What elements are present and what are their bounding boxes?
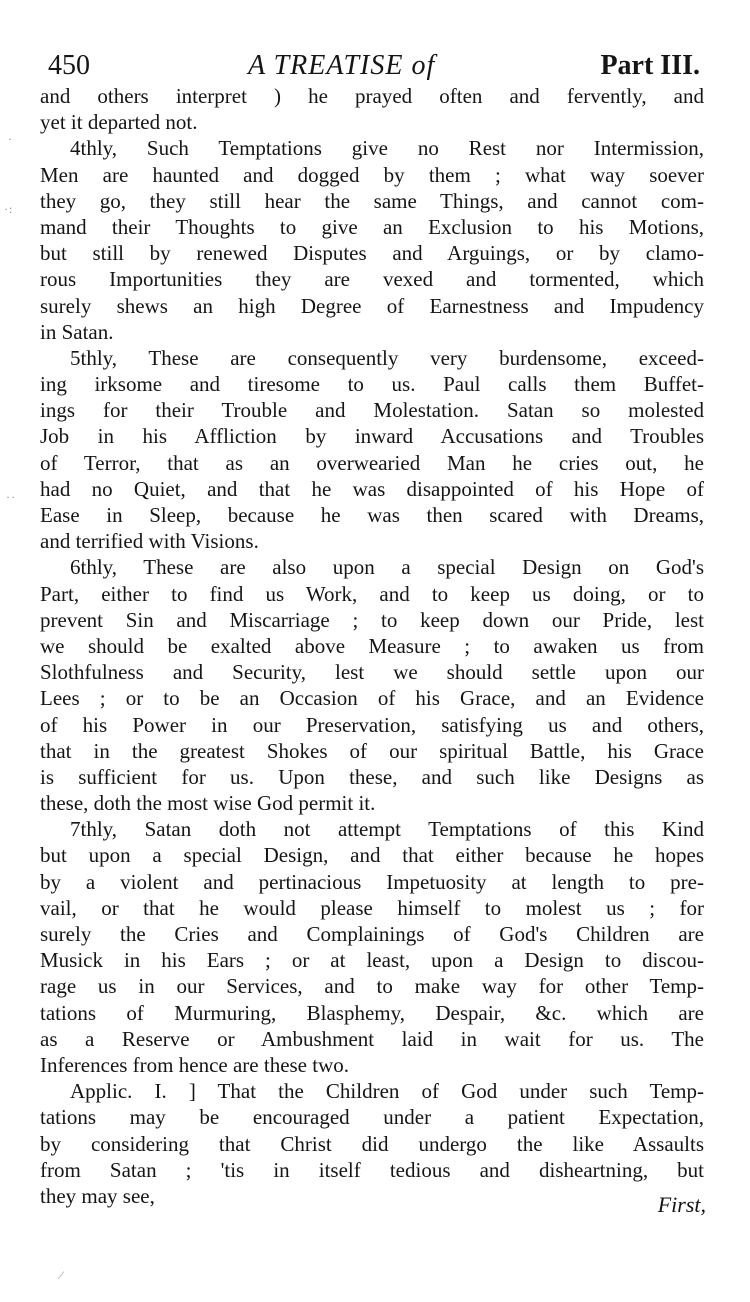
text-line: Part, either to find us Work, and to keep us doing, or to — [40, 581, 704, 606]
text-line: Applic. I. ] That the Children of God under such Temp- — [70, 1079, 704, 1104]
text-line: rage us in our Services, and to make way for other Temp- — [40, 974, 704, 999]
text-line: ing irksome and tiresome to us. Paul calls them Buffet- — [40, 372, 704, 397]
catchword: First, — [657, 1192, 706, 1217]
page-header — [44, 46, 704, 86]
text-line: 7thly, Satan doth not attempt Temptations of this Kind — [70, 817, 704, 842]
text-line: 5thly, These are consequently very burdensome, exceed- — [70, 345, 704, 370]
text-line: mand their Thoughts to give an Exclusion to his Motions, — [40, 214, 704, 239]
margin-speck: ·: — [4, 202, 14, 216]
text-line: of his Power in our Preservation, satisfying us and others, — [40, 712, 704, 737]
text-line: 4thly, Such Temptations give no Rest nor Intermission, — [70, 136, 704, 161]
text-line: by a violent and pertinacious Impetuosity at length to pre- — [40, 869, 704, 894]
margin-speck: ⁄ — [60, 1268, 64, 1282]
text-line: that in the greatest Shokes of our spiritual Battle, his Grace — [40, 738, 704, 763]
running-title: A TREATISE of — [248, 50, 436, 81]
text-line: from Satan ; 'tis in itself tedious and disheartning, but — [40, 1157, 704, 1182]
text-line: they go, they still hear the same Things, and cannot com- — [40, 188, 704, 213]
margin-speck: · — [8, 132, 13, 146]
text-line: they may see, — [40, 1183, 155, 1208]
text-line: in Satan. — [40, 319, 114, 344]
text-line: Slothfulness and Security, lest we should settle upon our — [40, 660, 704, 685]
text-line: as a Reserve or Ambushment laid in wait for us. The — [40, 1026, 704, 1051]
text-line: surely the Cries and Complainings of God's Children are — [40, 922, 704, 946]
text-line: rous Importunities they are vexed and tormented, which — [40, 267, 704, 292]
text-line: ings for their Trouble and Molestation. Satan so molested — [40, 398, 704, 423]
text-line: Inferences from hence are these two. — [40, 1052, 350, 1077]
text-line: we should be exalted above Measure ; to awaken us from — [40, 633, 704, 658]
text-line: and others interpret ) he prayed often and fervently, and — [40, 84, 704, 108]
part-label: Part III. — [600, 50, 700, 81]
text-line: by considering that Christ did undergo the like Assaults — [40, 1131, 704, 1156]
text-line: Lees ; or to be an Occasion of his Grace, and an Evidence — [40, 686, 704, 711]
text-line: Men are haunted and dogged by them ; what way soever — [40, 162, 704, 187]
text-line: vail, or that he would please himself to molest us ; for — [40, 895, 704, 920]
text-line: these, doth the most wise God permit it. — [40, 791, 376, 816]
body-text — [40, 83, 704, 1209]
text-line: tations may be encouraged under a patient Expectation, — [40, 1105, 704, 1130]
text-line: Ease in Sleep, because he was then scared with Dreams, — [40, 503, 704, 527]
text-line: prevent Sin and Miscarriage ; to keep down our Pride, lest — [40, 607, 704, 632]
text-line: of Terror, that as an overwearied Man he cries out, he — [40, 450, 704, 475]
text-line: is sufficient for us. Upon these, and such like Designs as — [40, 764, 704, 789]
text-line: had no Quiet, and that he was disappointed of his Hope of — [40, 476, 704, 501]
text-line: Job in his Affliction by inward Accusations and Troubles — [40, 424, 704, 449]
text-line: surely shews an high Degree of Earnestness and Impudency — [40, 293, 704, 318]
text-line: and terrified with Visions. — [40, 529, 259, 554]
text-line: tations of Murmuring, Blasphemy, Despair, &c. which are — [40, 1000, 704, 1025]
text-line: but still by renewed Disputes and Arguings, or by clamo- — [40, 241, 704, 266]
page-number: 450 — [48, 50, 90, 81]
text-line: Musick in his Ears ; or at least, upon a Design to discou- — [40, 948, 704, 973]
text-line: 6thly, These are also upon a special Design on God's — [70, 555, 704, 580]
text-line: yet it departed not. — [40, 110, 198, 135]
margin-speck: ·· — [6, 490, 16, 504]
text-line: but upon a special Design, and that either because he hopes — [40, 843, 704, 868]
